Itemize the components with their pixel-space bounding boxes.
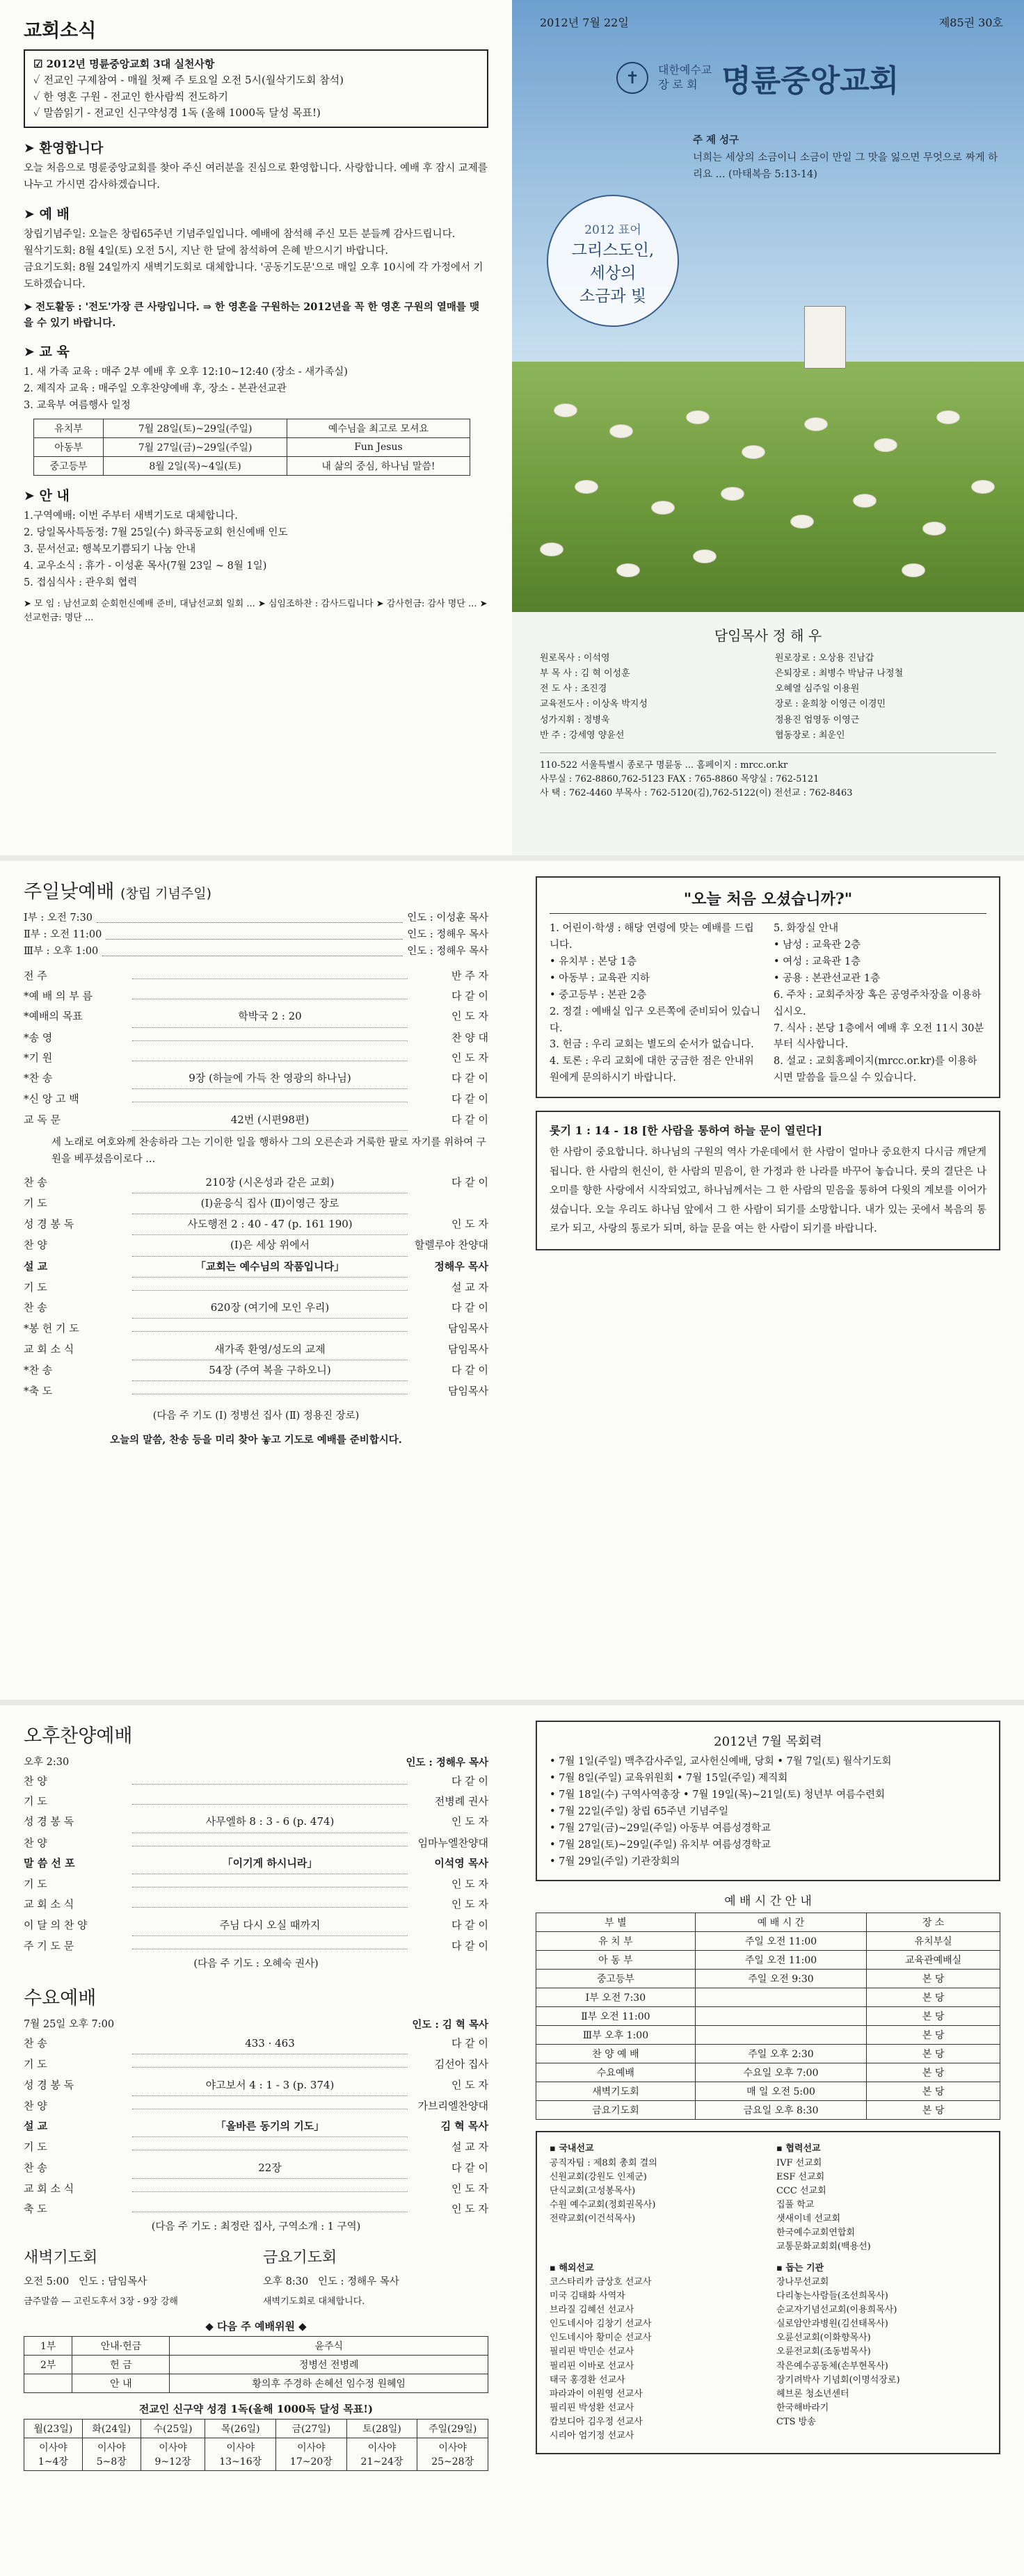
worship-order-2 <box>24 1173 488 1402</box>
table-row: 아동부 7월 27일(금)~29일(주일) Fun Jesus <box>34 438 470 457</box>
field-photo <box>512 362 1024 612</box>
practice-box: ☑ 2012년 명륜중앙교회 3대 실천사항 ✓ 전교인 구제참여 - 매월 첫째 주 토요일 오전 5시(월삭기도회 참석) ✓ 한 영혼 구원 - 전교인 한사람씩 전도하기 ✓ 말씀읽기 - 전교인 신구약성경 1독 (올해 1000독 달성 목표!) <box>24 49 488 128</box>
table-row: Ⅱ부 오전 11:00 본 당 <box>536 2007 1000 2026</box>
list-item: 기 도 설 교 자 <box>24 1280 488 1294</box>
list-item: 설 교 「올바른 동기의 기도」 김 혁 목사 <box>24 2116 488 2137</box>
sermon-heading: 롯기 1 : 14 - 18 [한 사람을 통하여 하늘 문이 열린다] <box>550 1124 822 1138</box>
list-item: 전 주 반 주 자 <box>24 969 488 982</box>
table-row: 월(23일) 화(24일) 수(25일) 목(26일) 금(27일) 토(28일) 주일(29일) <box>24 2420 488 2438</box>
wednesday-title: 수요예배 <box>24 1988 97 2010</box>
chapel-icon <box>804 306 846 369</box>
bible-reading-table <box>24 2419 488 2471</box>
table-row: 아 동 부 주일 오전 11:00 교육관예배실 <box>536 1951 1000 1970</box>
summer-table <box>33 419 470 476</box>
next-week-staff-table <box>24 2336 488 2393</box>
list-item: *예 배 의 부 름 다 같 이 <box>24 990 488 1003</box>
wednesday-order <box>24 2034 488 2219</box>
list-item: 말 씀 선 포 「이기게 하시니라」 이석영 목사 <box>24 1853 488 1874</box>
list-item: 성 경 봉 독 사도행전 2 : 40 - 47 (p. 161 190) 인 도 자 <box>24 1214 488 1235</box>
list-item: 기 도 전병례 권사 <box>24 1795 488 1808</box>
missions-box: ▪ 국내선교 공직자팀 : 제8회 총회 결의 신원교회(강원도 인제군) 단식교회(고성봉목사) 수원 예수교회(정회권목사) 전략교회(이건석목사) ▪ 협력선교 IVF 선교회 ESF 선교회 CCC 선교회 집풀 학교 샛새이네 선교회 한국예수교회연합회 교통문화교회회(백용선) ▪ 해외선교 코스타리카 금상호 선교사 미국 김태화 사역자 브라질 김혜선 선교사 인도네시아 김창기 선교사 인도네시아 황미순 선교사 필리핀 박민순 선교사 필리핀 이바로 선교사 태국 홍경환 선교사 파라과이 이원영 선교사 필리핀 박성환 선교사 캄보디아 김우정 선교사 시리아 엄기정 선교사 ▪ 돕는 기관 장나무선교회 다리놓는사람들(조선희목사) 순교자기념선교회(이용희목사) 실로암안과병원(김선태목사) 오륜선교회(이화향목사) 오륜전교회(조동범목사) 작은예수공동체(손부현목사) 장기려박사 기념회(이명석장로) 헤브론 청소년센터 한국해바라기 CTS 방송 <box>536 2131 1000 2454</box>
misc-notes: ➤ 모 임 : 남선교회 순회헌신예배 준비, 대남선교회 일회 ... ➤ 심임조하찬 : 감사드립니다 ➤ 감사헌금: 감사 명단 ... ➤ 선교헌금: 명단 ... <box>24 598 488 623</box>
motto-circle: 2012 표어 그리스도인, 세상의 소금과 빛 <box>547 195 679 327</box>
list-item: 찬 송 22장 다 같 이 <box>24 2158 488 2179</box>
first-visit-title: "오늘 처음 오셨습니까?" <box>550 887 986 914</box>
table-row: 새벽기도회 매 일 오전 5:00 본 당 <box>536 2082 1000 2101</box>
service-times: Ⅰ부 : 오전 7:30 인도 : 이성훈 목사 Ⅱ부 : 오전 11:00 인도 : 정해우 목사 Ⅲ부 : 오후 1:00 인도 : 정해우 목사 <box>24 910 488 960</box>
church-address: 110-522 서울특별시 종로구 명륜동 ... 홈페이지 : mrcc.or.kr <box>540 759 788 771</box>
list-item: 교 회 소 식 인 도 자 <box>24 2182 488 2195</box>
list-item: 성 경 봉 독 사무엘하 8 : 3 - 6 (p. 474) 인 도 자 <box>24 1812 488 1833</box>
news-page: 교회소식 ☑ 2012년 명륜중앙교회 3대 실천사항 ✓ 전교인 구제참여 - 매월 첫째 주 토요일 오전 5시(월삭기도회 참석) ✓ 한 영혼 구원 - 전교인 한사람씩 전도하기 ✓ 말씀읽기 - 전교인 신구약성경 1독 (올해 1000독 달성 목표!) ➤ 환영합니다 오늘 처음으로 명륜중앙교회를 찾아 주신 여러분을 진심으로 환영합니다. 사랑합니다. 예배 후 잠시 교제를 나누고 가시면 감사하겠습니다. ➤ 예 배 창립기념주일: 오늘은 창립65주년 기념주일입니다. 예배에 참석해 주신 모든 분들께 감사드립니다. 월삭기도회: 8월 4일(토) 오전 5시, 지난 한 달에 참석하여 은혜 받으시기 바랍니다. 금요기도회: 8월 24일까지 새벽기도회로 대체합니다. '공동기도문'으로 매일 오후 10시에 각 가정에서 기도하겠습니다. ➤ 전도활동 : '전도'가장 큰 사랑입니다. ⇒ 한 영혼을 구원하는 2012년을 꼭 한 영혼 구원의 열매를 맺을 수 있기 바랍니다. ➤ 교 육 1. 새 가족 교육 : 매주 2부 예배 후 오후 12:10~12:40 (장소 - 새가족실) 2. 제직자 교육 : 매주일 오후찬양예배 후, 장소 - 본관선교관 3. 교육부 여름행사 일정 유치부 7월 28일(토)~29일(주일) 예수님을 최고로 모셔요 아동부 7월 27일(금)~29일(주일) Fun Jesus 중고등부 8월 2일(목)~4일(토) 내 삶의 중심, 하나님 말씀! ➤ 안 내 1.구역예배: 이번 주부터 새벽기도로 대체합니다. 2. 당일목사특동정: 7월 25일(수) 화곡동교회 헌신예배 인도 3. 문서선교: 행복모기쁨되기 나눔 안내 4. 교우소식 : 휴가 - 이성훈 목사(7월 23일 ~ 8월 1일) 5. 접심식사 : 관우회 협력 ➤ 모 임 : 남선교회 순회헌신예배 준비, 대남선교회 일회 ... ➤ 심임조하찬 : 감사드립니다 ➤ 감사헌금: 감사 명단 ... ➤ 선교헌금: 명단 ... <box>0 0 512 855</box>
list-item: *예배의 목표 학박국 2 : 20 인 도 자 <box>24 1006 488 1027</box>
list-item: 축 도 인 도 자 <box>24 2203 488 2216</box>
staff-info: 담임목사 정 해 우 원로목사 : 이석영 원로장로 : 오상용 진남갑 부 목 사 : 김 혁 이성훈 은퇴장로 : 최병수 박남규 나정철 전 도 사 : 조진경 오혜열 심주일 이용원 교육전도사 : 이상옥 박지성 장로 : 윤희창 이영근 이경민 성가지휘 : 정병욱 정용진 엄영동 이영근 반 주 : 강세영 양윤선 협동장로 : 최운인 110-522 서울특별시 종로구 명륜동 ... 홈페이지 : mrcc.or.kr 사무실 : 762-8860,762-5123 FAX : 765-8860 목양실 : 762-5121 사 택 : 762-4460 부목사 : 762-5120(김),762-5122(이) 전선교 : 762-8463 <box>512 612 1024 855</box>
list-item: *찬 송 54장 (주여 복을 구하오니) 다 같 이 <box>24 1360 488 1381</box>
table-row: 유 치 부 주일 오전 11:00 유치부실 <box>536 1932 1000 1951</box>
afternoon-title: 오후찬양예배 <box>24 1725 133 1747</box>
table-row: 안 내 황의후 주경하 손혜선 임수정 원혜임 <box>24 2374 488 2393</box>
dawn-title: 새벽기도회 <box>24 2249 98 2267</box>
weekday-worship-page: 오후찬양예배 오후 2:30 인도 : 정해우 목사 찬 양 다 같 이 기 도 전병례 권사 성 경 봉 독 사무엘하 8 : 3 - 6 (p. 474) 인 도 자 찬 양 임마누엘찬양대 말 씀 선 포 「이기게 하시니라」 이석영 목사 기 도 인 도 자 교 회 소 식 인 도 자 이 달 의 찬 양 주님 다시 오실 때까지 다 같 이 주 기 도 문 다 같 이 (다음 주 기도 : 오혜숙 권사) 수요예배 7월 25일 오후 7:00 인도 : 김 혁 목사 찬 송 433 · 463 다 같 이 기 도 김선아 집사 성 경 봉 독 야고보서 4 : 1 - 3 (p. 374) 인 도 자 찬 양 가브리엘찬양대 설 교 「올바른 동기의 기도」 김 혁 목사 기 도 설 교 자 찬 송 22장 다 같 이 교 회 소 식 인 도 자 축 도 인 도 자 (다음 주 기도 : 최정란 집사, 구역소개 : 1 구역) 새벽기도회 오전 5:00 인도 : 담임목사 금주말씀 — 고린도후서 3장 - 9장 강해 금요기도회 오후 8:30 인도 : 정해우 목사 새벽기도회로 대체합니다. ◆ 다음 주 예배위원 ◆ 1부 안내·헌금 윤주식 2부 헌 금 정병선 전병례 안 내 황의후 주경하 손혜선 임수정 원혜임 전교인 신구약 성경 1독(올해 1000독 달성 목표!) 월(23일) 화(24일) 수(25일) 목(26일) 금(27일) 토(28일) 주일(29일) 이사야 1~4장 이사야 5~8장 이사야 9~12장 이사야 13~16장 이사야 17~20장 이사야 21~24장 이사야 25~28장 <box>0 1705 512 2576</box>
worship-order <box>24 966 488 1131</box>
table-row: 이사야 1~4장 이사야 5~8장 이사야 9~12장 이사야 13~16장 이사야 17~20장 이사야 21~24장 이사야 25~28장 <box>24 2438 488 2471</box>
senior-pastor: 담임목사 정 해 우 <box>714 627 822 644</box>
list-item: 찬 양 가브리엘찬양대 <box>24 2099 488 2112</box>
table-row: 찬 양 예 배 주일 오후 2:30 본 당 <box>536 2045 1000 2063</box>
preparation-note: 오늘의 말씀, 찬송 등을 미리 찾아 놓고 기도로 예배를 준비합시다. <box>110 1434 402 1447</box>
list-item: 교 회 소 식 새가족 환영/성도의 교제 담임목사 <box>24 1339 488 1360</box>
list-item: 기 도 (Ⅰ)윤응식 집사 (Ⅱ)이영근 장로 <box>24 1193 488 1214</box>
service-schedule-table <box>536 1913 1000 2120</box>
bible-reading-title: 전교인 신구약 성경 1독(올해 1000독 달성 목표!) <box>138 2403 374 2416</box>
list-item: 교 회 소 식 인 도 자 <box>24 1898 488 1911</box>
list-item: 기 도 설 교 자 <box>24 2141 488 2154</box>
table-row: Ⅰ부 오전 7:30 본 당 <box>536 1988 1000 2007</box>
list-item: 찬 송 620장 (여기에 모인 우리) 다 같 이 <box>24 1298 488 1319</box>
list-item: 찬 양 임마누엘찬양대 <box>24 1836 488 1849</box>
cover-page <box>512 0 1024 855</box>
list-item: 이 달 의 찬 양 주님 다시 오실 때까지 다 같 이 <box>24 1915 488 1936</box>
sermon-summary: 롯기 1 : 14 - 18 [한 사람을 통하여 하늘 문이 열린다] 한 사람이 중요합니다. 하나님의 구원의 역사 가운데에서 한 사람이 얼마나 중요한지 다시금 깨닫게 됩니다. 한 사람의 헌신이, 한 사람의 믿음이, 한 가정과 한 나라를 바꾸어 놓습니다. 룻의 결단은 나오미를 향한 사랑에서 시작되었고, 하나님께서는 그 한 사람의 믿음을 통하여 다윗의 계보를 이어가셨습니다. 오늘 우리도 하나님 앞에서 그 한 사람이 되기를 소망합니다. 내가 있는 곳에서 복음의 통로가 되고, 사랑의 통로가 되며, 하늘 문을 여는 한 사람이 되기를 바랍니다. <box>536 1111 1000 1250</box>
calendar-page: 2012년 7월 목회력 • 7월 1일(주일) 맥추감사주일, 교사헌신예배, 당회 • 7월 7일(토) 월삭기도회 • 7월 8일(주일) 교육위원회 • 7월 15일(주일) 제직회 • 7월 18일(수) 구역사역총장 • 7월 19일(목)~21일(토) 청년부 여름수련회 • 7월 22일(주일) 창립 65주년 기념주일 • 7월 27일(금)~29일(주일) 아동부 여름성경학교 • 7월 28일(토)~29일(주일) 유치부 여름성경학교 • 7월 29일(주일) 기관장회의 예 배 시 간 안 내 부 별 예 배 시 간 장 소 유 치 부 주일 오전 11:00 유치부실 아 동 부 주일 오전 11:00 교육관예배실 중고등부 주일 오전 9:30 본 당 Ⅰ부 오전 7:30 본 당 Ⅱ부 오전 11:00 본 당 Ⅲ부 오후 1:00 본 당 찬 양 예 배 주일 오후 2:30 본 당 수요예배 수요일 오후 7:00 본 당 새벽기도회 매 일 오전 5:00 본 당 금요기도회 금요일 오후 8:30 본 당 ▪ 국내선교 공직자팀 : 제8회 총회 결의 신원교회(강원도 인제군) 단식교회(고성봉목사) 수원 예수교회(정회권목사) 전략교회(이건석목사) ▪ 협력선교 IVF 선교회 ESF 선교회 CCC 선교회 집풀 학교 샛새이네 선교회 한국예수교회연합회 교통문화교회회(백용선) ▪ 해외선교 코스타리카 금상호 선교사 미국 김태화 사역자 브라질 김혜선 선교사 인도네시아 김창기 선교사 인도네시아 황미순 선교사 필리핀 박민순 선교사 필리핀 이바로 선교사 태국 홍경환 선교사 파라과이 이원영 선교사 필리핀 박성환 선교사 캄보디아 김우정 선교사 시리아 엄기정 선교사 ▪ 돕는 기관 장나무선교회 다리놓는사람들(조선희목사) 순교자기념선교회(이용희목사) 실로암안과병원(김선태목사) 오륜선교회(이화향목사) 오륜전교회(조동범목사) 작은예수공동체(손부현목사) 장기려박사 기념회(이명석장로) 헤브론 청소년센터 한국해바라기 CTS 방송 <box>512 1705 1024 2576</box>
afternoon-order <box>24 1771 488 1956</box>
list-item: 기 도 김선아 집사 <box>24 2058 488 2071</box>
list-item: 찬 양 다 같 이 <box>24 1774 488 1787</box>
table-row: 수요예배 수요일 오후 7:00 본 당 <box>536 2063 1000 2082</box>
list-item: 찬 송 433 · 463 다 같 이 <box>24 2034 488 2054</box>
list-item: *기 원 인 도 자 <box>24 1051 488 1064</box>
table-row: 2부 헌 금 정병선 전병례 <box>24 2356 488 2374</box>
news-title: 교회소식 <box>24 20 97 42</box>
table-row: 부 별 예 배 시 간 장 소 <box>536 1913 1000 1932</box>
sunday-title: 주일낮예배 <box>24 881 115 903</box>
table-row: 금요기도회 금요일 오후 8:30 본 당 <box>536 2101 1000 2120</box>
table-row: 중고등부 주일 오전 9:30 본 당 <box>536 1970 1000 1988</box>
visitor-page <box>512 861 1024 1700</box>
worship-heading: ➤ 예 배 <box>24 206 70 222</box>
welcome-text: 오늘 처음으로 명륜중앙교회를 찾아 주신 여러분을 진심으로 환영합니다. 사랑합니다. 예배 후 잠시 교제를 나누고 가시면 감사하겠습니다. <box>24 163 488 191</box>
list-item: 교 독 문 42번 (시편98편) 다 같 이 <box>24 1110 488 1131</box>
list-item: 성 경 봉 독 야고보서 4 : 1 - 3 (p. 374) 인 도 자 <box>24 2075 488 2096</box>
church-name: 명륜중앙교회 <box>721 63 899 99</box>
table-row: 1부 안내·헌금 윤주식 <box>24 2337 488 2356</box>
theme-verse: 주 제 성구 너희는 세상의 소금이니 소금이 만일 그 맛을 잃으면 무엇으로 짜게 하리요 ... (마태복음 5:13-14) <box>693 134 998 181</box>
friday-title: 금요기도회 <box>263 2249 337 2267</box>
church-masthead: ✝ 대한예수교 장 로 회 명륜중앙교회 <box>616 56 899 100</box>
sunday-worship-page: 주일낮예배 (창립 기념주일) Ⅰ부 : 오전 7:30 인도 : 이성훈 목사 Ⅱ부 : 오전 11:00 인도 : 정해우 목사 Ⅲ부 : 오후 1:00 인도 : 정해우 목사 전 주 반 주 자 *예 배 의 부 름 다 같 이 *예배의 목표 학박국 2 : 20 인 도 자 *송 영 찬 양 대 *기 원 인 도 자 *찬 송 9장 (하늘에 가득 찬 영광의 하나님) 다 같 이 *신 앙 고 백 다 같 이 교 독 문 42번 (시편98편) 다 같 이 세 노래로 여호와께 찬송하라 그는 기이한 일을 행하사 그의 오른손과 거룩한 팔로 자기를 위하여 구원을 베푸셨음이로다 ... 찬 송 210장 (시온성과 같은 교회) 다 같 이 기 도 (Ⅰ)윤응식 집사 (Ⅱ)이영근 장로 성 경 봉 독 사도행전 2 : 40 - 47 (p. 161 190) 인 도 자 찬 양 (Ⅰ)은 세상 위에서 할렐루야 찬양대 설 교 「교회는 예수님의 작품입니다」 정해우 목사 기 도 설 교 자 찬 송 620장 (여기에 모인 우리) 다 같 이 *봉 헌 기 도 담임목사 교 회 소 식 새가족 환영/성도의 교제 담임목사 *찬 송 54장 (주여 복을 구하오니) 다 같 이 *축 도 담임목사 (다음 주 기도 (Ⅰ) 정병선 집사 (Ⅱ) 정용진 장로) 오늘의 말씀, 찬송 등을 미리 찾아 놓고 기도로 예배를 준비합시다. <box>0 861 512 1700</box>
first-visit-box: "오늘 처음 오셨습니까?" 1. 어린이·학생 : 해당 연령에 맞는 예배를 드립니다. • 유치부 : 본당 1층 • 아동부 : 교육관 지하 • 중고등부 : 본관 2층 2. 정결 : 예배실 입구 오른쪽에 준비되어 있습니다. 3. 헌금 : 우리 교회는 별도의 순서가 없습니다. 4. 토론 : 우리 교회에 대한 궁금한 점은 안내위원에게 문의하시기 바랍니다. 5. 화장실 안내 • 남성 : 교육관 2층 • 여성 : 교육관 1층 • 공용 : 본관선교관 1층 6. 주차 : 교회주차장 혹은 공영주차장을 이용하십시오. 7. 식사 : 본당 1층에서 예배 후 오전 11시 30분부터 식사합니다. 8. 설교 : 교회홈페이지(mrcc.or.kr)를 이용하시면 말씀을 들으실 수 있습니다. <box>536 876 1000 1098</box>
list-item: *찬 송 9장 (하늘에 가득 찬 영광의 하나님) 다 같 이 <box>24 1068 488 1089</box>
list-item: *송 영 찬 양 대 <box>24 1031 488 1044</box>
issue-volume: 제85권 30호 <box>938 16 1003 29</box>
next-week-prayer: (다음 주 기도 (Ⅰ) 정병선 집사 (Ⅱ) 정용진 장로) <box>152 1410 360 1422</box>
list-item: *봉 헌 기 도 담임목사 <box>24 1322 488 1335</box>
issue-date: 2012년 7월 22일 <box>540 16 629 29</box>
list-item: *신 앙 고 백 다 같 이 <box>24 1093 488 1106</box>
list-item: 기 도 인 도 자 <box>24 1878 488 1891</box>
responsive-reading: 세 노래로 여호와께 찬송하라 그는 기이한 일을 행하사 그의 오른손과 거룩한 팔로 자기를 위하여 구원을 베푸셨음이로다 ... <box>51 1136 486 1165</box>
list-item: 찬 송 210장 (시온성과 같은 교회) 다 같 이 <box>24 1173 488 1193</box>
education-heading: ➤ 교 육 <box>24 344 70 360</box>
list-item: *축 도 담임목사 <box>24 1385 488 1398</box>
list-item: 찬 양 (Ⅰ)은 세상 위에서 할렐루야 찬양대 <box>24 1235 488 1256</box>
list-item: 주 기 도 문 다 같 이 <box>24 1939 488 1952</box>
table-row: 유치부 7월 28일(토)~29일(주일) 예수님을 최고로 모셔요 <box>34 419 470 438</box>
table-row: 중고등부 8월 2일(목)~4일(토) 내 삶의 중심, 하나님 말씀! <box>34 457 470 476</box>
notice-heading: ➤ 안 내 <box>24 488 70 504</box>
table-row: Ⅲ부 오후 1:00 본 당 <box>536 2026 1000 2045</box>
welcome-heading: ➤ 환영합니다 <box>24 140 104 156</box>
monthly-calendar: 2012년 7월 목회력 • 7월 1일(주일) 맥추감사주일, 교사헌신예배, 당회 • 7월 7일(토) 월삭기도회 • 7월 8일(주일) 교육위원회 • 7월 15일(주일) 제직회 • 7월 18일(수) 구역사역총장 • 7월 19일(목)~21일(토) 청년부 여름수련회 • 7월 22일(주일) 창립 65주년 기념주일 • 7월 27일(금)~29일(주일) 아동부 여름성경학교 • 7월 28일(토)~29일(주일) 유치부 여름성경학교 • 7월 29일(주일) 기관장회의 <box>536 1721 1000 1881</box>
evangelism-note: ➤ 전도활동 : '전도'가장 큰 사랑입니다. ⇒ 한 영혼을 구원하는 2012년을 꼭 한 영혼 구원의 열매를 맺을 수 있기 바랍니다. <box>24 300 479 330</box>
church-logo-icon: ✝ <box>616 62 648 94</box>
list-item: 설 교 「교회는 예수님의 작품입니다」 정해우 목사 <box>24 1257 488 1278</box>
